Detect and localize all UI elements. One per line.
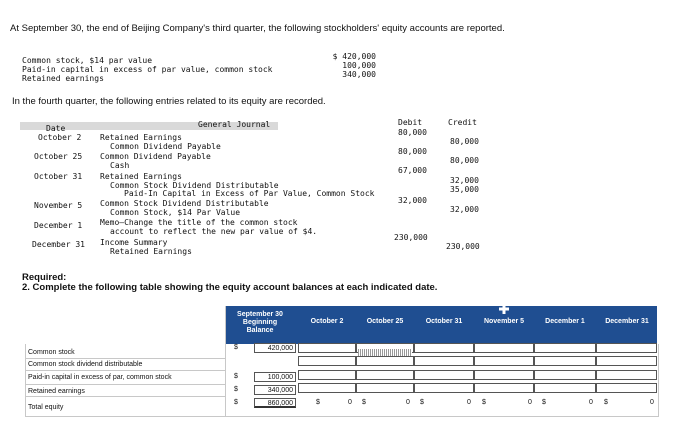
col-header-line: Balance: [246, 327, 274, 334]
journal-credit: 32,000: [450, 176, 479, 185]
journal-text: Paid-In Capital in Excess of Par Value, Common Stock: [124, 189, 375, 198]
dollar-sign: $: [234, 344, 238, 351]
dec1-paid-in-input[interactable]: [534, 370, 596, 380]
journal-date: December 31: [32, 240, 85, 249]
journal-date: November 5: [34, 201, 83, 210]
nov5-paid-in-input[interactable]: [474, 370, 534, 380]
journal-text: Retained Earnings: [100, 172, 182, 181]
dec1-distributable-input[interactable]: [534, 356, 596, 366]
row-label-dividend-distributable: Common stock dividend distributable: [28, 361, 143, 368]
col-header-oct25: October 25: [366, 318, 404, 325]
journal-date: October 31: [34, 172, 83, 181]
total-oct25: 0: [406, 399, 410, 406]
journal-text: Common Dividend Payable: [100, 152, 211, 161]
nov5-common-input[interactable]: [474, 343, 534, 353]
journal-credit-header: Credit: [448, 118, 477, 127]
dec1-common-input[interactable]: [534, 343, 596, 353]
journal-credit: 35,000: [450, 185, 479, 194]
sep30-retained-input[interactable]: 340,000: [254, 385, 296, 395]
oct2-retained-input[interactable]: [298, 383, 356, 393]
dec31-paid-in-input[interactable]: [596, 370, 657, 380]
journal-debit-header: Debit: [398, 118, 423, 127]
journal-text: Memo—Change the title of the common stock: [100, 218, 298, 227]
oct31-common-input[interactable]: [414, 343, 474, 353]
col-header-dec1: December 1: [545, 318, 585, 325]
balance-label-common: Common stock, $14 par value: [22, 56, 153, 65]
sep30-paid-in-input[interactable]: 100,000: [254, 372, 296, 382]
journal-debit: 32,000: [398, 196, 427, 205]
journal-date-header: Date: [46, 124, 66, 133]
required-label: Required:: [22, 272, 67, 283]
nov5-distributable-input[interactable]: [474, 356, 534, 366]
balance-label-paid-in: Paid-in capital in excess of par value, common stock: [22, 65, 273, 74]
dec31-retained-input[interactable]: [596, 383, 657, 393]
journal-credit: 80,000: [450, 156, 479, 165]
oct2-common-input[interactable]: [298, 343, 356, 353]
dollar-sign: $: [482, 399, 486, 406]
total-oct31: 0: [467, 399, 471, 406]
total-dec31: 0: [650, 399, 654, 406]
journal-credit: 230,000: [446, 242, 480, 251]
dollar-sign: $: [542, 399, 546, 406]
intro-text: At September 30, the end of Beijing Company's third quarter, the following stockholders' equity accounts are reported.: [10, 23, 505, 34]
row-label-retained: Retained earnings: [28, 388, 85, 395]
oct2-paid-in-input[interactable]: [298, 370, 356, 380]
journal-text: Common Stock Dividend Distributable: [100, 199, 269, 208]
row-divider: [25, 396, 225, 397]
dollar-sign: $: [234, 399, 238, 406]
row-label-common-stock: Common stock: [28, 349, 75, 356]
row-divider: [25, 384, 225, 385]
dec31-common-input[interactable]: [596, 343, 657, 353]
journal-text: Common Dividend Payable: [110, 142, 221, 151]
oct31-paid-in-input[interactable]: [414, 370, 474, 380]
dollar-sign: $: [234, 373, 238, 380]
col-header-oct31: October 31: [425, 318, 463, 325]
oct25-paid-in-input[interactable]: [356, 370, 414, 380]
dollar-sign: $: [362, 399, 366, 406]
journal-text: Retained Earnings: [110, 247, 192, 256]
journal-text: account to reflect the new par value of $4.: [110, 227, 318, 236]
row-divider: [25, 370, 225, 371]
row-divider: [25, 358, 225, 359]
col-header-dec31: December 31: [605, 318, 649, 325]
journal-text: Common Stock Dividend Distributable: [110, 181, 279, 190]
journal-credit: 32,000: [450, 205, 479, 214]
balance-value-common: $ 420,000: [332, 52, 376, 61]
oct2-distributable-input[interactable]: [298, 356, 356, 366]
journal-text: Retained Earnings: [100, 133, 182, 142]
journal-credit: 80,000: [450, 137, 479, 146]
sep30-total-value: 860,000: [254, 398, 296, 408]
dollar-sign: $: [316, 399, 320, 406]
question-text: 2. Complete the following table showing the equity account balances at each indicated date.: [22, 282, 438, 293]
dec1-retained-input[interactable]: [534, 383, 596, 393]
oct25-distributable-input[interactable]: [356, 356, 414, 366]
journal-date: December 1: [34, 221, 83, 230]
total-dec1: 0: [589, 399, 593, 406]
fourth-quarter-text: In the fourth quarter, the following entries related to its equity are recorded.: [12, 96, 326, 107]
journal-debit: 230,000: [394, 233, 428, 242]
journal-text: Income Summary: [100, 238, 168, 247]
journal-title-header: General Journal: [198, 120, 271, 129]
dollar-sign: $: [234, 386, 238, 393]
journal-debit: 67,000: [398, 166, 427, 175]
row-label-paid-in: Paid-in capital in excess of par, common stock: [28, 374, 172, 381]
journal-debit: 80,000: [398, 147, 427, 156]
nov5-retained-input[interactable]: [474, 383, 534, 393]
oct31-retained-input[interactable]: [414, 383, 474, 393]
dec31-distributable-input[interactable]: [596, 356, 657, 366]
balance-label-retained: Retained earnings: [22, 74, 104, 83]
journal-date: October 2: [38, 133, 82, 142]
oct31-distributable-input[interactable]: [414, 356, 474, 366]
total-oct2: 0: [348, 399, 352, 406]
dollar-sign: $: [420, 399, 424, 406]
plus-icon: [498, 302, 510, 314]
journal-date: October 25: [34, 152, 83, 161]
journal-text: Common Stock, $14 Par Value: [110, 208, 241, 217]
row-label-total: Total equity: [28, 404, 64, 411]
oct25-retained-input[interactable]: [356, 383, 414, 393]
col-header-line: September 30: [237, 311, 283, 318]
balance-value-retained: 340,000: [342, 70, 376, 79]
col-divider: [225, 306, 226, 416]
sep30-common-input[interactable]: 420,000: [254, 343, 296, 353]
dollar-sign: $: [604, 399, 608, 406]
journal-text: Cash: [110, 161, 130, 170]
col-header-sep30: [228, 311, 292, 335]
balance-value-paid-in: 100,000: [342, 61, 376, 70]
total-nov5: 0: [528, 399, 532, 406]
col-header-nov5: November 5: [483, 318, 525, 325]
journal-debit: 80,000: [398, 128, 427, 137]
col-header-oct2: October 2: [310, 318, 344, 325]
col-header-line: Beginning: [242, 319, 278, 326]
